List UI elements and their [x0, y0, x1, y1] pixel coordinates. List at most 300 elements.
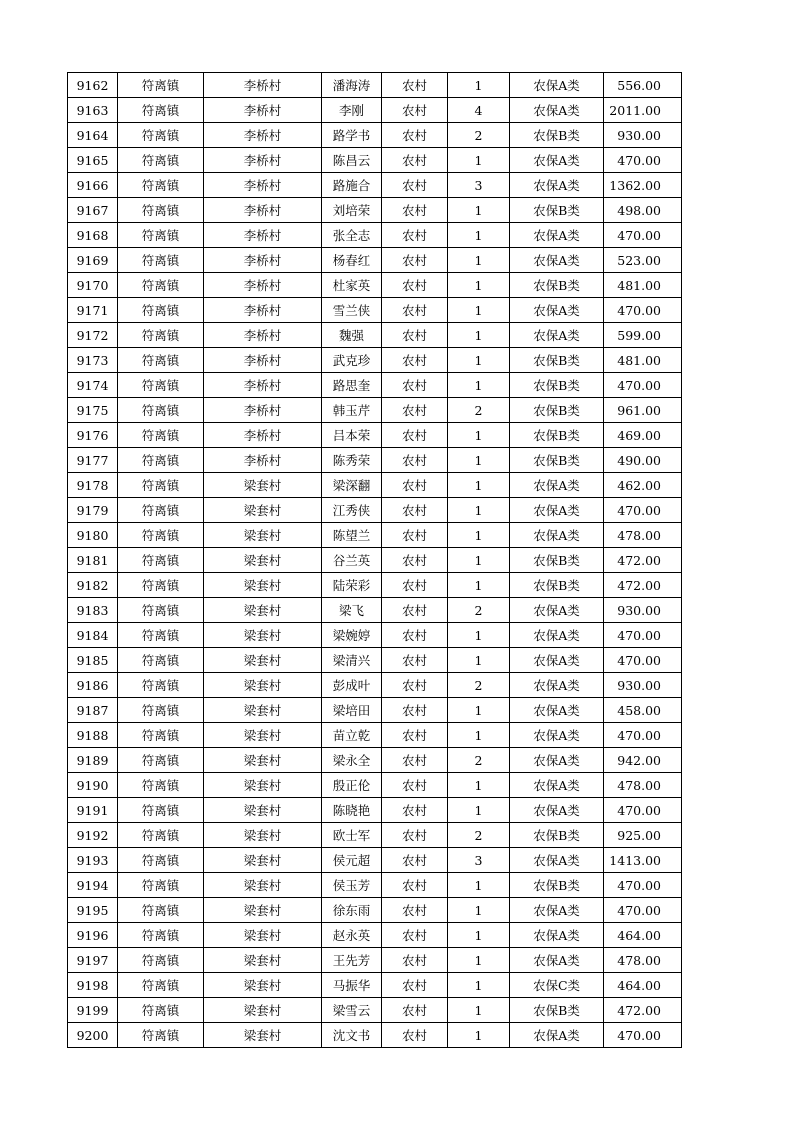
- amount-cell: 470.00: [604, 1023, 682, 1048]
- town-cell: 符离镇: [118, 98, 204, 123]
- amount-cell: 472.00: [604, 548, 682, 573]
- category-cell: 农保B类: [510, 423, 604, 448]
- name-cell: 魏强: [322, 323, 382, 348]
- name-cell: 陈晓艳: [322, 798, 382, 823]
- serial-no-cell: 9170: [68, 273, 118, 298]
- member-count-cell: 1: [448, 523, 510, 548]
- name-cell: 梁培田: [322, 698, 382, 723]
- member-count-cell: 1: [448, 648, 510, 673]
- name-cell: 潘海涛: [322, 73, 382, 98]
- town-cell: 符离镇: [118, 798, 204, 823]
- village-cell: 梁套村: [204, 973, 322, 998]
- category-cell: 农保B类: [510, 198, 604, 223]
- amount-cell: 470.00: [604, 148, 682, 173]
- table-row: [68, 898, 682, 923]
- amount-cell: 462.00: [604, 473, 682, 498]
- amount-cell: 478.00: [604, 523, 682, 548]
- name-cell: 张全志: [322, 223, 382, 248]
- amount-cell: 464.00: [604, 973, 682, 998]
- category-cell: 农保A类: [510, 698, 604, 723]
- village-cell: 李桥村: [204, 348, 322, 373]
- town-cell: 符离镇: [118, 623, 204, 648]
- amount-cell: 470.00: [604, 648, 682, 673]
- amount-cell: 481.00: [604, 273, 682, 298]
- category-cell: 农保B类: [510, 548, 604, 573]
- amount-cell: 470.00: [604, 223, 682, 248]
- amount-cell: 498.00: [604, 198, 682, 223]
- name-cell: 路施合: [322, 173, 382, 198]
- name-cell: 欧士军: [322, 823, 382, 848]
- member-count-cell: 1: [448, 448, 510, 473]
- table-row: [68, 523, 682, 548]
- category-cell: 农保B类: [510, 448, 604, 473]
- amount-cell: 490.00: [604, 448, 682, 473]
- category-cell: 农保B类: [510, 573, 604, 598]
- member-count-cell: 1: [448, 873, 510, 898]
- household-type-cell: 农村: [382, 948, 448, 973]
- town-cell: 符离镇: [118, 373, 204, 398]
- household-type-cell: 农村: [382, 423, 448, 448]
- household-type-cell: 农村: [382, 498, 448, 523]
- town-cell: 符离镇: [118, 923, 204, 948]
- serial-no-cell: 9188: [68, 723, 118, 748]
- name-cell: 侯元超: [322, 848, 382, 873]
- amount-cell: 930.00: [604, 598, 682, 623]
- household-type-cell: 农村: [382, 98, 448, 123]
- name-cell: 马振华: [322, 973, 382, 998]
- member-count-cell: 1: [448, 223, 510, 248]
- town-cell: 符离镇: [118, 698, 204, 723]
- amount-cell: 481.00: [604, 348, 682, 373]
- serial-no-cell: 9178: [68, 473, 118, 498]
- household-type-cell: 农村: [382, 123, 448, 148]
- category-cell: 农保B类: [510, 873, 604, 898]
- member-count-cell: 1: [448, 698, 510, 723]
- village-cell: 李桥村: [204, 98, 322, 123]
- category-cell: 农保A类: [510, 148, 604, 173]
- village-cell: 梁套村: [204, 748, 322, 773]
- category-cell: 农保A类: [510, 748, 604, 773]
- household-type-cell: 农村: [382, 673, 448, 698]
- serial-no-cell: 9196: [68, 923, 118, 948]
- serial-no-cell: 9182: [68, 573, 118, 598]
- town-cell: 符离镇: [118, 223, 204, 248]
- household-type-cell: 农村: [382, 448, 448, 473]
- table-row: [68, 973, 682, 998]
- member-count-cell: 2: [448, 673, 510, 698]
- table-row: [68, 398, 682, 423]
- town-cell: 符离镇: [118, 998, 204, 1023]
- village-cell: 梁套村: [204, 998, 322, 1023]
- member-count-cell: 1: [448, 898, 510, 923]
- member-count-cell: 2: [448, 598, 510, 623]
- household-type-cell: 农村: [382, 623, 448, 648]
- serial-no-cell: 9169: [68, 248, 118, 273]
- category-cell: 农保A类: [510, 898, 604, 923]
- member-count-cell: 1: [448, 798, 510, 823]
- category-cell: 农保B类: [510, 348, 604, 373]
- serial-no-cell: 9179: [68, 498, 118, 523]
- serial-no-cell: 9164: [68, 123, 118, 148]
- town-cell: 符离镇: [118, 648, 204, 673]
- town-cell: 符离镇: [118, 748, 204, 773]
- household-type-cell: 农村: [382, 398, 448, 423]
- household-type-cell: 农村: [382, 223, 448, 248]
- table-row: [68, 148, 682, 173]
- serial-no-cell: 9193: [68, 848, 118, 873]
- name-cell: 陈望兰: [322, 523, 382, 548]
- member-count-cell: 1: [448, 473, 510, 498]
- category-cell: 农保A类: [510, 323, 604, 348]
- name-cell: 李刚: [322, 98, 382, 123]
- member-count-cell: 1: [448, 998, 510, 1023]
- table-row: [68, 673, 682, 698]
- town-cell: 符离镇: [118, 548, 204, 573]
- member-count-cell: 3: [448, 173, 510, 198]
- name-cell: 陆荣彩: [322, 573, 382, 598]
- serial-no-cell: 9168: [68, 223, 118, 248]
- village-cell: 梁套村: [204, 723, 322, 748]
- household-type-cell: 农村: [382, 873, 448, 898]
- amount-cell: 470.00: [604, 798, 682, 823]
- town-cell: 符离镇: [118, 73, 204, 98]
- category-cell: 农保A类: [510, 948, 604, 973]
- table-row: [68, 548, 682, 573]
- serial-no-cell: 9189: [68, 748, 118, 773]
- village-cell: 李桥村: [204, 423, 322, 448]
- name-cell: 杨春红: [322, 248, 382, 273]
- member-count-cell: 1: [448, 973, 510, 998]
- table-row: [68, 373, 682, 398]
- data-table: [67, 72, 682, 1048]
- table-row: [68, 748, 682, 773]
- member-count-cell: 2: [448, 398, 510, 423]
- serial-no-cell: 9172: [68, 323, 118, 348]
- serial-no-cell: 9198: [68, 973, 118, 998]
- member-count-cell: 1: [448, 548, 510, 573]
- table-row: [68, 423, 682, 448]
- amount-cell: 478.00: [604, 773, 682, 798]
- household-type-cell: 农村: [382, 298, 448, 323]
- table-row: [68, 123, 682, 148]
- name-cell: 徐东雨: [322, 898, 382, 923]
- category-cell: 农保B类: [510, 273, 604, 298]
- member-count-cell: 1: [448, 573, 510, 598]
- amount-cell: 930.00: [604, 673, 682, 698]
- table-row: [68, 73, 682, 98]
- village-cell: 李桥村: [204, 223, 322, 248]
- town-cell: 符离镇: [118, 248, 204, 273]
- town-cell: 符离镇: [118, 973, 204, 998]
- serial-no-cell: 9181: [68, 548, 118, 573]
- table-row: [68, 698, 682, 723]
- table-row: [68, 298, 682, 323]
- serial-no-cell: 9187: [68, 698, 118, 723]
- name-cell: 赵永英: [322, 923, 382, 948]
- member-count-cell: 1: [448, 198, 510, 223]
- name-cell: 武克珍: [322, 348, 382, 373]
- village-cell: 梁套村: [204, 873, 322, 898]
- village-cell: 李桥村: [204, 323, 322, 348]
- amount-cell: 470.00: [604, 298, 682, 323]
- category-cell: 农保A类: [510, 798, 604, 823]
- table-row: [68, 923, 682, 948]
- serial-no-cell: 9163: [68, 98, 118, 123]
- name-cell: 杜家英: [322, 273, 382, 298]
- household-type-cell: 农村: [382, 723, 448, 748]
- household-type-cell: 农村: [382, 273, 448, 298]
- village-cell: 梁套村: [204, 673, 322, 698]
- category-cell: 农保B类: [510, 998, 604, 1023]
- village-cell: 梁套村: [204, 523, 322, 548]
- village-cell: 梁套村: [204, 473, 322, 498]
- town-cell: 符离镇: [118, 1023, 204, 1048]
- serial-no-cell: 9199: [68, 998, 118, 1023]
- member-count-cell: 1: [448, 773, 510, 798]
- village-cell: 梁套村: [204, 598, 322, 623]
- village-cell: 李桥村: [204, 123, 322, 148]
- household-type-cell: 农村: [382, 323, 448, 348]
- serial-no-cell: 9185: [68, 648, 118, 673]
- category-cell: 农保A类: [510, 98, 604, 123]
- village-cell: 梁套村: [204, 648, 322, 673]
- household-type-cell: 农村: [382, 198, 448, 223]
- household-type-cell: 农村: [382, 973, 448, 998]
- category-cell: 农保A类: [510, 523, 604, 548]
- household-type-cell: 农村: [382, 748, 448, 773]
- table-row: [68, 623, 682, 648]
- member-count-cell: 4: [448, 98, 510, 123]
- table-row: [68, 473, 682, 498]
- name-cell: 雪兰侠: [322, 298, 382, 323]
- village-cell: 李桥村: [204, 273, 322, 298]
- serial-no-cell: 9192: [68, 823, 118, 848]
- category-cell: 农保A类: [510, 673, 604, 698]
- table-row: [68, 173, 682, 198]
- member-count-cell: 1: [448, 498, 510, 523]
- village-cell: 李桥村: [204, 148, 322, 173]
- member-count-cell: 1: [448, 373, 510, 398]
- table-row: [68, 573, 682, 598]
- category-cell: 农保A类: [510, 848, 604, 873]
- town-cell: 符离镇: [118, 198, 204, 223]
- category-cell: 农保A类: [510, 298, 604, 323]
- table-row: [68, 1023, 682, 1048]
- town-cell: 符离镇: [118, 823, 204, 848]
- name-cell: 梁婉婷: [322, 623, 382, 648]
- village-cell: 梁套村: [204, 798, 322, 823]
- household-type-cell: 农村: [382, 573, 448, 598]
- table-row: [68, 873, 682, 898]
- name-cell: 陈秀荣: [322, 448, 382, 473]
- name-cell: 王先芳: [322, 948, 382, 973]
- serial-no-cell: 9194: [68, 873, 118, 898]
- household-type-cell: 农村: [382, 473, 448, 498]
- name-cell: 谷兰英: [322, 548, 382, 573]
- amount-cell: 470.00: [604, 498, 682, 523]
- amount-cell: 458.00: [604, 698, 682, 723]
- table-row: [68, 773, 682, 798]
- table-row: [68, 98, 682, 123]
- town-cell: 符离镇: [118, 423, 204, 448]
- member-count-cell: 1: [448, 73, 510, 98]
- village-cell: 李桥村: [204, 173, 322, 198]
- village-cell: 梁套村: [204, 1023, 322, 1048]
- category-cell: 农保A类: [510, 498, 604, 523]
- town-cell: 符离镇: [118, 848, 204, 873]
- town-cell: 符离镇: [118, 173, 204, 198]
- category-cell: 农保A类: [510, 773, 604, 798]
- amount-cell: 472.00: [604, 998, 682, 1023]
- table-row: [68, 998, 682, 1023]
- category-cell: 农保A类: [510, 1023, 604, 1048]
- town-cell: 符离镇: [118, 473, 204, 498]
- serial-no-cell: 9176: [68, 423, 118, 448]
- town-cell: 符离镇: [118, 523, 204, 548]
- category-cell: 农保B类: [510, 373, 604, 398]
- category-cell: 农保A类: [510, 598, 604, 623]
- category-cell: 农保C类: [510, 973, 604, 998]
- town-cell: 符离镇: [118, 298, 204, 323]
- amount-cell: 469.00: [604, 423, 682, 448]
- village-cell: 李桥村: [204, 448, 322, 473]
- village-cell: 梁套村: [204, 848, 322, 873]
- name-cell: 梁飞: [322, 598, 382, 623]
- town-cell: 符离镇: [118, 448, 204, 473]
- household-type-cell: 农村: [382, 373, 448, 398]
- household-type-cell: 农村: [382, 73, 448, 98]
- table-row: [68, 948, 682, 973]
- household-type-cell: 农村: [382, 548, 448, 573]
- town-cell: 符离镇: [118, 398, 204, 423]
- category-cell: 农保A类: [510, 473, 604, 498]
- town-cell: 符离镇: [118, 898, 204, 923]
- household-type-cell: 农村: [382, 698, 448, 723]
- table-row: [68, 823, 682, 848]
- category-cell: 农保A类: [510, 173, 604, 198]
- household-type-cell: 农村: [382, 148, 448, 173]
- village-cell: 梁套村: [204, 498, 322, 523]
- table-row: [68, 348, 682, 373]
- household-type-cell: 农村: [382, 648, 448, 673]
- name-cell: 梁雪云: [322, 998, 382, 1023]
- serial-no-cell: 9195: [68, 898, 118, 923]
- village-cell: 梁套村: [204, 548, 322, 573]
- serial-no-cell: 9186: [68, 673, 118, 698]
- amount-cell: 1362.00: [604, 173, 682, 198]
- serial-no-cell: 9165: [68, 148, 118, 173]
- amount-cell: 470.00: [604, 623, 682, 648]
- table-row: [68, 323, 682, 348]
- table-body: [68, 73, 682, 1048]
- household-type-cell: 农村: [382, 523, 448, 548]
- serial-no-cell: 9180: [68, 523, 118, 548]
- table-row: [68, 223, 682, 248]
- household-type-cell: 农村: [382, 773, 448, 798]
- town-cell: 符离镇: [118, 773, 204, 798]
- name-cell: 梁清兴: [322, 648, 382, 673]
- category-cell: 农保A类: [510, 73, 604, 98]
- village-cell: 李桥村: [204, 248, 322, 273]
- name-cell: 刘培荣: [322, 198, 382, 223]
- member-count-cell: 1: [448, 273, 510, 298]
- amount-cell: 556.00: [604, 73, 682, 98]
- serial-no-cell: 9166: [68, 173, 118, 198]
- table-row: [68, 448, 682, 473]
- town-cell: 符离镇: [118, 948, 204, 973]
- table-row: [68, 273, 682, 298]
- member-count-cell: 1: [448, 248, 510, 273]
- category-cell: 农保A类: [510, 648, 604, 673]
- table-row: [68, 248, 682, 273]
- category-cell: 农保B类: [510, 123, 604, 148]
- town-cell: 符离镇: [118, 273, 204, 298]
- village-cell: 梁套村: [204, 623, 322, 648]
- table-row: [68, 798, 682, 823]
- serial-no-cell: 9184: [68, 623, 118, 648]
- amount-cell: 523.00: [604, 248, 682, 273]
- member-count-cell: 2: [448, 123, 510, 148]
- table-row: [68, 723, 682, 748]
- village-cell: 梁套村: [204, 823, 322, 848]
- amount-cell: 464.00: [604, 923, 682, 948]
- serial-no-cell: 9175: [68, 398, 118, 423]
- name-cell: 侯玉芳: [322, 873, 382, 898]
- town-cell: 符离镇: [118, 723, 204, 748]
- village-cell: 梁套村: [204, 773, 322, 798]
- household-type-cell: 农村: [382, 798, 448, 823]
- town-cell: 符离镇: [118, 498, 204, 523]
- member-count-cell: 1: [448, 923, 510, 948]
- member-count-cell: 2: [448, 823, 510, 848]
- category-cell: 农保B类: [510, 398, 604, 423]
- name-cell: 沈文书: [322, 1023, 382, 1048]
- serial-no-cell: 9162: [68, 73, 118, 98]
- name-cell: 江秀侠: [322, 498, 382, 523]
- member-count-cell: 1: [448, 298, 510, 323]
- town-cell: 符离镇: [118, 123, 204, 148]
- amount-cell: 599.00: [604, 323, 682, 348]
- category-cell: 农保A类: [510, 248, 604, 273]
- serial-no-cell: 9171: [68, 298, 118, 323]
- village-cell: 李桥村: [204, 198, 322, 223]
- name-cell: 梁永全: [322, 748, 382, 773]
- category-cell: 农保A类: [510, 723, 604, 748]
- serial-no-cell: 9197: [68, 948, 118, 973]
- table-row: [68, 598, 682, 623]
- amount-cell: 930.00: [604, 123, 682, 148]
- town-cell: 符离镇: [118, 598, 204, 623]
- member-count-cell: 2: [448, 748, 510, 773]
- town-cell: 符离镇: [118, 148, 204, 173]
- town-cell: 符离镇: [118, 673, 204, 698]
- member-count-cell: 1: [448, 148, 510, 173]
- amount-cell: 472.00: [604, 573, 682, 598]
- serial-no-cell: 9200: [68, 1023, 118, 1048]
- amount-cell: 470.00: [604, 898, 682, 923]
- member-count-cell: 3: [448, 848, 510, 873]
- household-type-cell: 农村: [382, 248, 448, 273]
- member-count-cell: 1: [448, 948, 510, 973]
- table-row: [68, 848, 682, 873]
- serial-no-cell: 9183: [68, 598, 118, 623]
- village-cell: 梁套村: [204, 898, 322, 923]
- serial-no-cell: 9173: [68, 348, 118, 373]
- household-type-cell: 农村: [382, 598, 448, 623]
- name-cell: 苗立乾: [322, 723, 382, 748]
- village-cell: 梁套村: [204, 698, 322, 723]
- member-count-cell: 1: [448, 623, 510, 648]
